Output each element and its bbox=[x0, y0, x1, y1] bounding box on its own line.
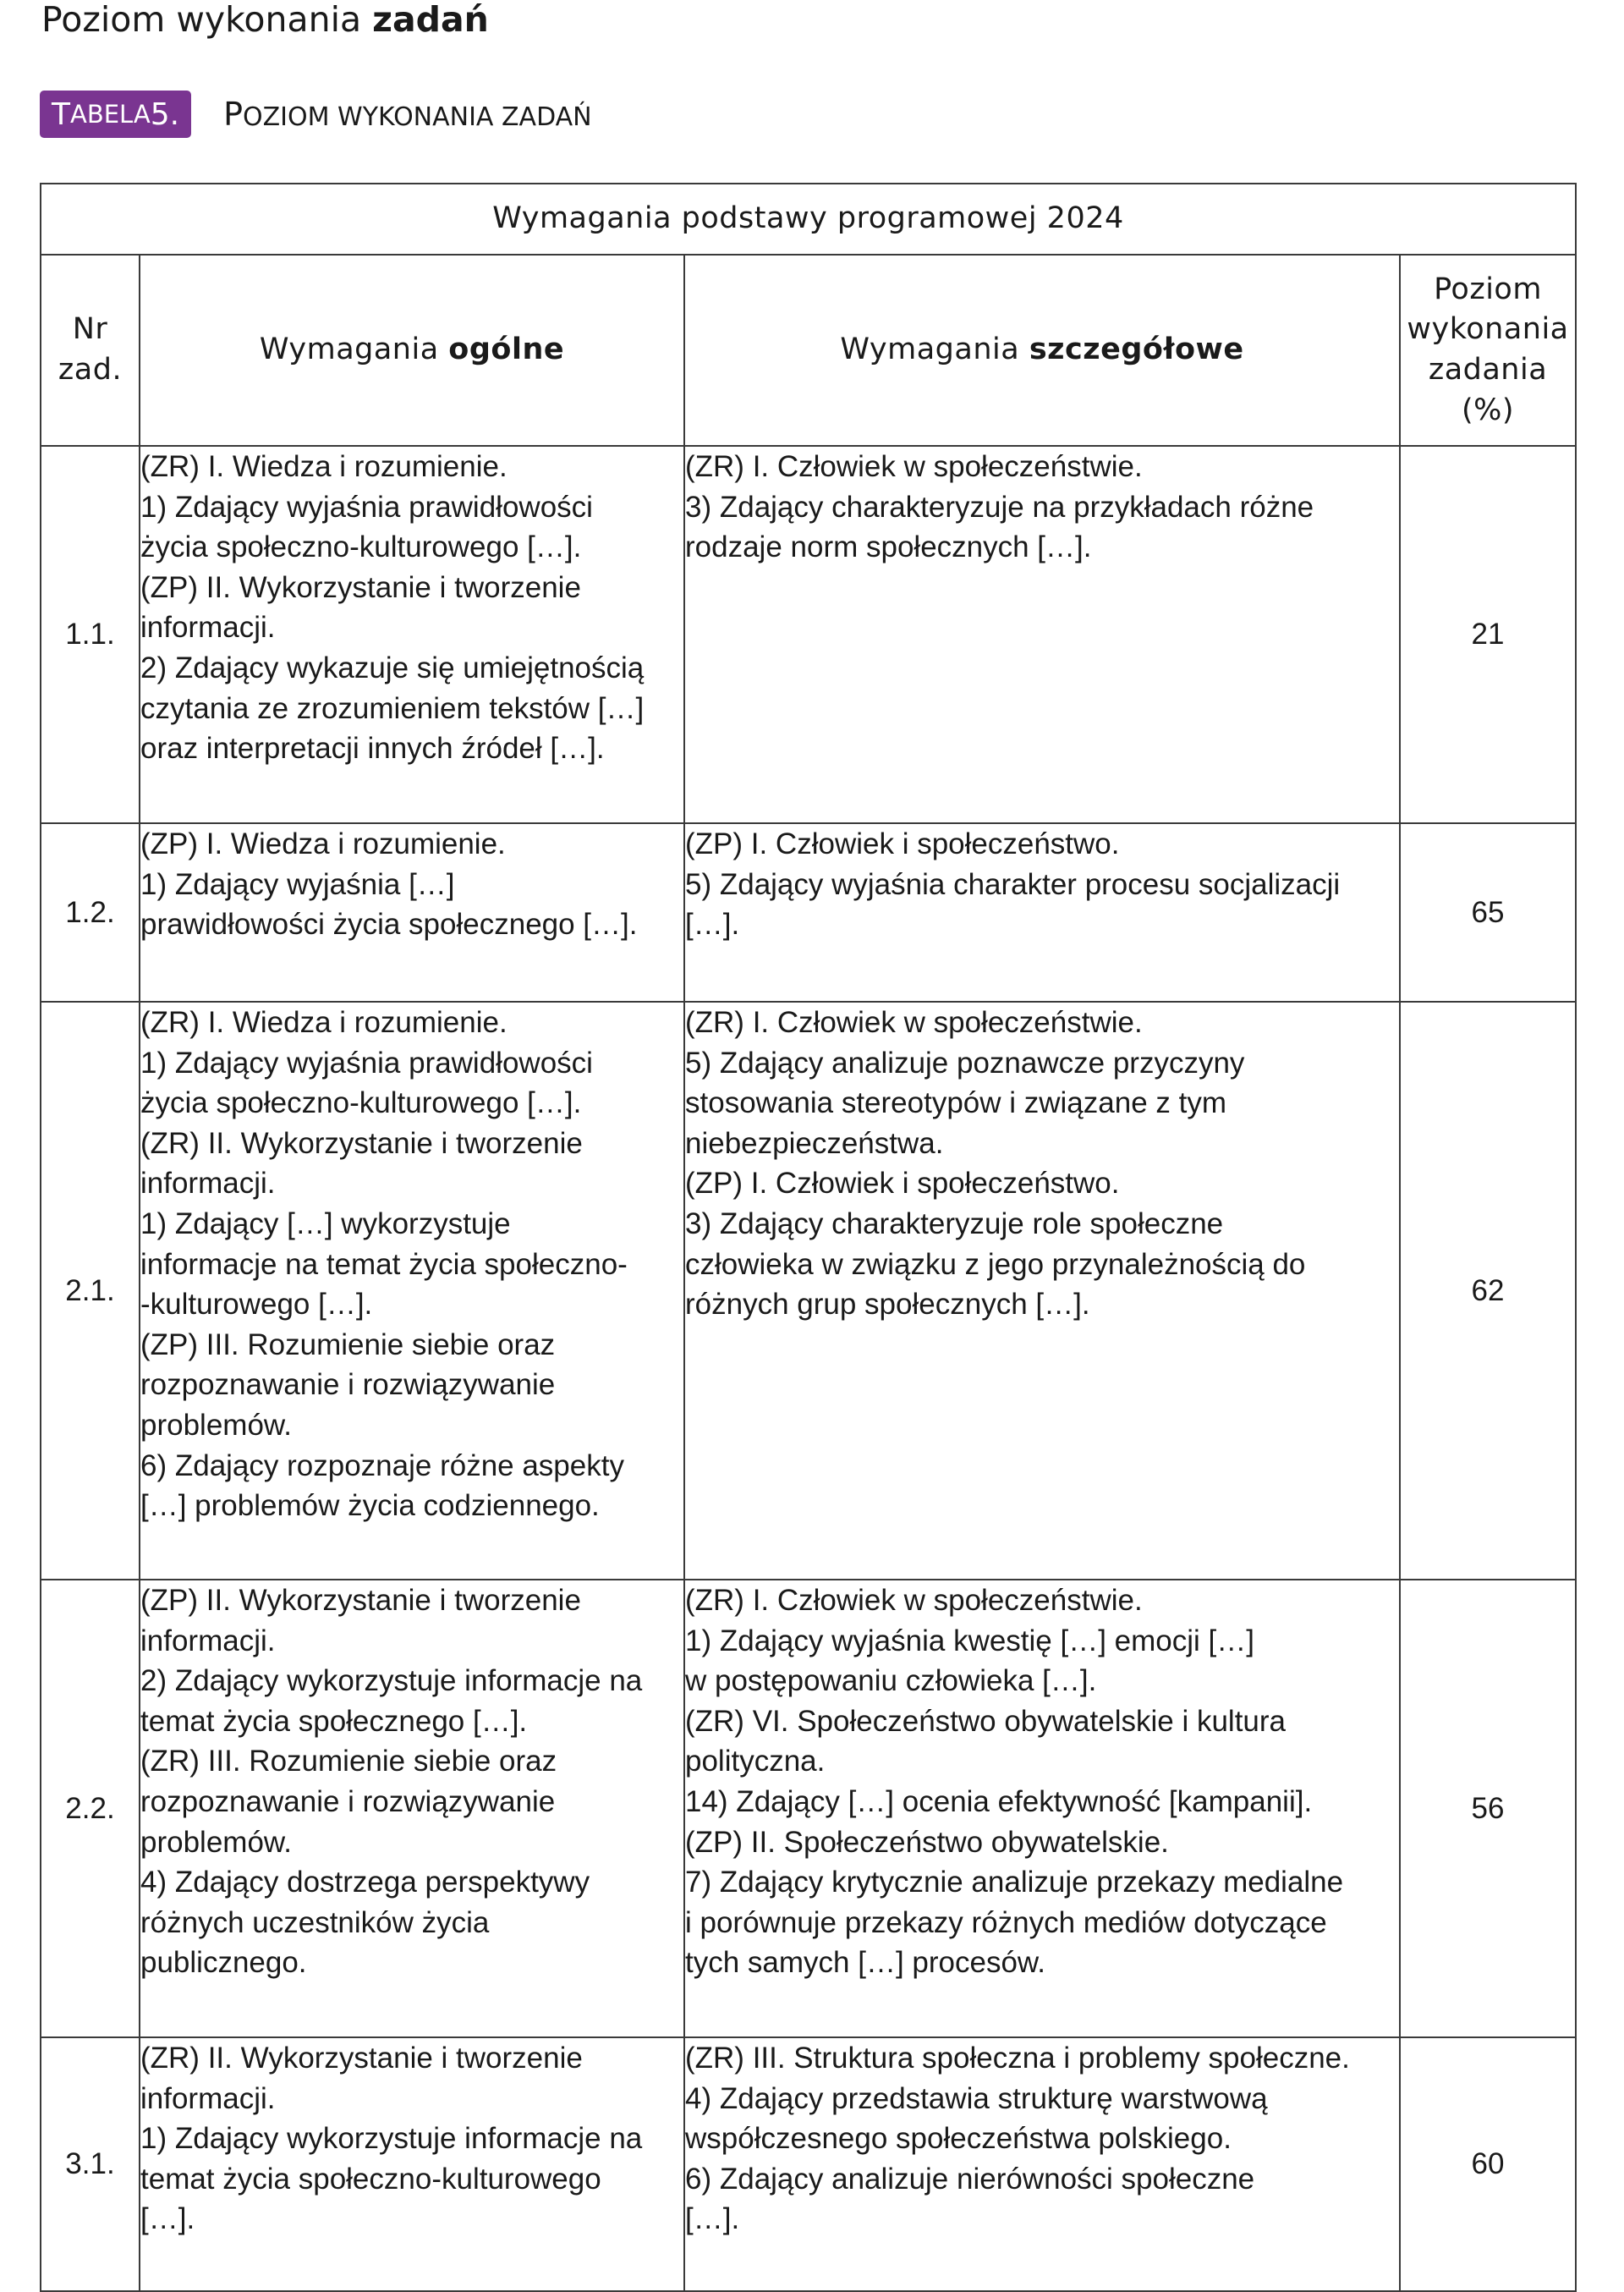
requirement-line: publicznego. bbox=[140, 1946, 307, 1980]
requirement-line: 1) Zdający […] wykorzystuje bbox=[140, 1206, 511, 1240]
requirement-line: 1) Zdający wykorzystuje informacje na bbox=[140, 2122, 643, 2156]
table-row bbox=[41, 446, 1576, 823]
general-requirements-cell bbox=[140, 1580, 684, 2037]
requirement-line: (ZP) II. Społeczeństwo obywatelskie. bbox=[685, 1825, 1169, 1859]
requirement-line: 5) Zdający analizuje poznawcze przyczyny bbox=[685, 1046, 1245, 1080]
requirement-line: oraz interpretacji innych źródeł […]. bbox=[140, 732, 605, 766]
requirement-line: w postępowaniu człowieka […]. bbox=[685, 1664, 1097, 1698]
requirement-line: i porównuje przekazy różnych mediów dotyczące bbox=[685, 1905, 1327, 1939]
requirement-line: 6) Zdający analizuje nierówności społeczne bbox=[685, 2162, 1255, 2196]
requirement-line: […]. bbox=[685, 2202, 740, 2236]
requirement-line: […] problemów życia codziennego. bbox=[140, 1489, 600, 1523]
header-nr-line: Nr bbox=[72, 312, 108, 347]
header-level bbox=[1400, 255, 1576, 446]
requirement-line: problemów. bbox=[140, 1408, 292, 1442]
table-row bbox=[41, 823, 1576, 1002]
requirement-line: 4) Zdający przedstawia strukturę warstwową bbox=[685, 2081, 1268, 2115]
requirement-line: (ZP) I. Człowiek i społeczeństwo. bbox=[685, 827, 1120, 860]
table-title-rest: OZIOM WYKONANIA ZADAŃ bbox=[243, 102, 592, 132]
requirement-line: 1) Zdający wyjaśnia prawidłowości bbox=[140, 490, 593, 524]
requirement-line: 4) Zdający dostrzega perspektywy bbox=[140, 1866, 590, 1899]
requirement-line: 2) Zdający wykorzystuje informacje na bbox=[140, 1664, 643, 1698]
table-row bbox=[41, 2037, 1576, 2291]
requirement-line: 5) Zdający wyjaśnia charakter procesu socjalizacji bbox=[685, 867, 1341, 901]
requirement-line: informacje na temat życia społeczno- bbox=[140, 1247, 628, 1281]
requirement-line: polityczna. bbox=[685, 1745, 826, 1778]
header-general bbox=[140, 255, 684, 446]
requirement-line: współczesnego społeczeństwa polskiego. bbox=[685, 2122, 1232, 2156]
requirement-line: (ZR) II. Wykorzystanie i tworzenie bbox=[140, 2042, 583, 2075]
task-number-cell: 2.1. bbox=[41, 1002, 140, 1580]
table-title bbox=[223, 96, 592, 133]
requirement-line: (ZR) III. Rozumienie siebie oraz bbox=[140, 1745, 557, 1778]
performance-level-cell: 62 bbox=[1400, 1002, 1576, 1580]
column-header-row bbox=[41, 255, 1576, 446]
header-level-line: zadania bbox=[1428, 353, 1548, 387]
header-level-line: (%) bbox=[1461, 393, 1515, 427]
page-heading bbox=[41, 0, 489, 41]
header-level-line: Poziom bbox=[1434, 272, 1542, 306]
requirement-line: (ZR) II. Wykorzystanie i tworzenie bbox=[140, 1126, 583, 1160]
requirement-line: -kulturowego […]. bbox=[140, 1288, 373, 1322]
requirement-line: (ZP) I. Człowiek i społeczeństwo. bbox=[685, 1167, 1120, 1201]
table-number-badge bbox=[40, 91, 191, 138]
requirement-line: różnych grup społecznych […]. bbox=[685, 1288, 1090, 1322]
super-header-row bbox=[41, 184, 1576, 255]
requirement-line: 3) Zdający charakteryzuje na przykładach różne bbox=[685, 490, 1314, 524]
header-nr bbox=[41, 255, 140, 446]
requirement-line: 3) Zdający charakteryzuje role społeczne bbox=[685, 1206, 1224, 1240]
requirement-line: […]. bbox=[140, 2202, 195, 2236]
requirement-line: 14) Zdający […] ocenia efektywność [kampanii]. bbox=[685, 1784, 1313, 1818]
requirement-line: 1) Zdający wyjaśnia prawidłowości bbox=[140, 1046, 593, 1080]
requirement-line: informacji. bbox=[140, 1624, 276, 1657]
badge-number: 5. bbox=[150, 96, 180, 132]
requirement-line: rozpoznawanie i rozwiązywanie bbox=[140, 1784, 556, 1818]
task-number-cell: 1.1. bbox=[41, 446, 140, 823]
badge-first-letter: T bbox=[52, 96, 70, 132]
requirement-line: (ZR) III. Struktura społeczna i problemy społeczne. bbox=[685, 2042, 1350, 2075]
performance-level-cell: 56 bbox=[1400, 1580, 1576, 2037]
results-table bbox=[40, 183, 1577, 2292]
specific-requirements-cell bbox=[684, 446, 1400, 823]
requirement-line: (ZP) I. Wiedza i rozumienie. bbox=[140, 827, 506, 860]
requirement-line: (ZR) I. Człowiek w społeczeństwie. bbox=[685, 1006, 1143, 1039]
requirement-line: 1) Zdający wyjaśnia […] bbox=[140, 867, 455, 901]
general-requirements-cell bbox=[140, 2037, 684, 2291]
requirement-line: informacji. bbox=[140, 611, 276, 645]
requirement-line: informacji. bbox=[140, 1167, 276, 1201]
requirement-line: tych samych […] procesów. bbox=[685, 1946, 1045, 1980]
requirement-line: prawidłowości życia społecznego […]. bbox=[140, 908, 638, 942]
performance-level-cell: 60 bbox=[1400, 2037, 1576, 2291]
page-heading-bold: zadań bbox=[372, 0, 489, 40]
table-row bbox=[41, 1580, 1576, 2037]
table-label-row bbox=[40, 90, 592, 139]
header-specific bbox=[684, 255, 1400, 446]
header-general-prefix: Wymagania bbox=[259, 333, 449, 367]
general-requirements-cell bbox=[140, 446, 684, 823]
table-title-first-letter: P bbox=[223, 96, 243, 133]
requirement-line: różnych uczestników życia bbox=[140, 1905, 490, 1939]
requirement-line: informacji. bbox=[140, 2081, 276, 2115]
requirement-line: stosowania stereotypów i związane z tym bbox=[685, 1086, 1226, 1120]
requirement-line: rodzaje norm społecznych […]. bbox=[685, 530, 1092, 564]
requirement-line: czytania ze zrozumieniem tekstów […] bbox=[140, 691, 645, 725]
super-header-cell: Wymagania podstawy programowej 2024 bbox=[41, 184, 1576, 255]
requirement-line: 1) Zdający wyjaśnia kwestię […] emocji […] bbox=[685, 1624, 1254, 1657]
requirement-line: (ZR) I. Człowiek w społeczeństwie. bbox=[685, 450, 1143, 483]
requirement-line: (ZP) II. Wykorzystanie i tworzenie bbox=[140, 1584, 581, 1617]
specific-requirements-cell bbox=[684, 823, 1400, 1002]
performance-level-cell: 65 bbox=[1400, 823, 1576, 1002]
requirement-line: 2) Zdający wykazuje się umiejętnością bbox=[140, 651, 645, 684]
specific-requirements-cell bbox=[684, 1580, 1400, 2037]
task-number-cell: 3.1. bbox=[41, 2037, 140, 2291]
requirement-line: […]. bbox=[685, 908, 740, 942]
task-number-cell: 2.2. bbox=[41, 1580, 140, 2037]
header-specific-prefix: Wymagania bbox=[840, 333, 1029, 367]
requirement-line: niebezpieczeństwa. bbox=[685, 1126, 944, 1160]
requirement-line: życia społeczno-kulturowego […]. bbox=[140, 1086, 582, 1120]
table-row bbox=[41, 1002, 1576, 1580]
header-level-line: wykonania bbox=[1407, 312, 1569, 347]
requirement-line: (ZR) I. Wiedza i rozumienie. bbox=[140, 450, 508, 483]
page-heading-normal: Poziom wykonania bbox=[41, 0, 373, 40]
badge-rest: ABELA bbox=[70, 100, 151, 129]
requirement-line: (ZR) I. Wiedza i rozumienie. bbox=[140, 1006, 508, 1039]
requirement-line: problemów. bbox=[140, 1825, 292, 1859]
specific-requirements-cell bbox=[684, 1002, 1400, 1580]
header-nr-line: zad. bbox=[58, 353, 123, 387]
requirement-line: (ZP) II. Wykorzystanie i tworzenie bbox=[140, 570, 581, 604]
specific-requirements-cell bbox=[684, 2037, 1400, 2291]
requirement-line: temat życia społeczno-kulturowego bbox=[140, 2162, 601, 2196]
performance-level-cell: 21 bbox=[1400, 446, 1576, 823]
requirement-line: (ZP) III. Rozumienie siebie oraz bbox=[140, 1327, 556, 1361]
general-requirements-cell bbox=[140, 823, 684, 1002]
requirement-line: 6) Zdający rozpoznaje różne aspekty bbox=[140, 1448, 624, 1482]
task-number-cell: 1.2. bbox=[41, 823, 140, 1002]
requirement-line: życia społeczno-kulturowego […]. bbox=[140, 530, 582, 564]
general-requirements-cell bbox=[140, 1002, 684, 1580]
requirement-line: człowieka w związku z jego przynależnością do bbox=[685, 1247, 1306, 1281]
requirement-line: temat życia społecznego […]. bbox=[140, 1704, 528, 1738]
requirement-line: 7) Zdający krytycznie analizuje przekazy medialne bbox=[685, 1866, 1344, 1899]
requirement-line: rozpoznawanie i rozwiązywanie bbox=[140, 1368, 556, 1402]
header-general-bold: ogólne bbox=[448, 333, 565, 367]
requirement-line: (ZR) VI. Społeczeństwo obywatelskie i kultura bbox=[685, 1704, 1286, 1738]
requirement-line: (ZR) I. Człowiek w społeczeństwie. bbox=[685, 1584, 1143, 1617]
header-specific-bold: szczegółowe bbox=[1029, 333, 1244, 367]
